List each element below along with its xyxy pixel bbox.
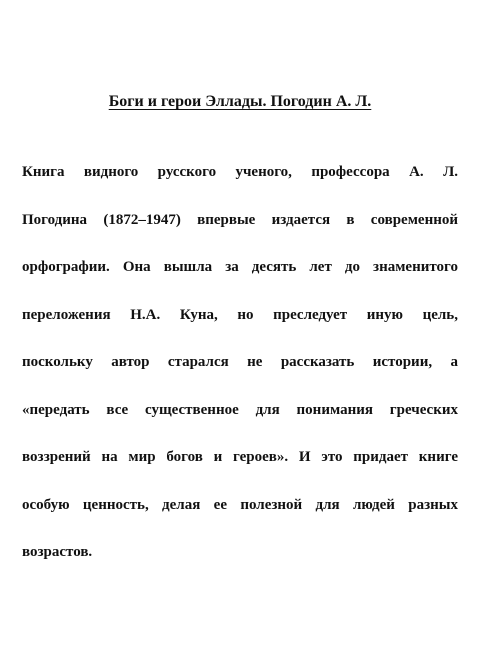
paragraph-line-2: Погодина (1872–1947) впервые издается в современной	[22, 211, 458, 228]
paragraph-line-5: поскольку автор старался не рассказать истории, а	[22, 354, 458, 370]
paragraph-line-4: переложения Н.А. Куна, но преследует иную цель,	[22, 306, 458, 323]
paragraph-line-3: орфографии. Она вышла за десять лет до знаменитого	[22, 259, 458, 275]
paragraph-line-8: особую ценность, делая ее полезной для людей разных	[22, 496, 458, 513]
paragraph-line-9: возрастов.	[22, 544, 93, 560]
paragraph-line-6: «передать все существенное для понимания греческих	[22, 401, 458, 418]
document-title: Боги и герои Эллады. Погодин А. Л.	[108, 93, 372, 110]
paragraph-line-7: воззрений на мир богов и героев». И это придает книге	[22, 449, 458, 465]
description-paragraph	[22, 149, 458, 577]
paragraph-line-1: Книга видного русского ученого, профессора А. Л.	[22, 164, 458, 180]
